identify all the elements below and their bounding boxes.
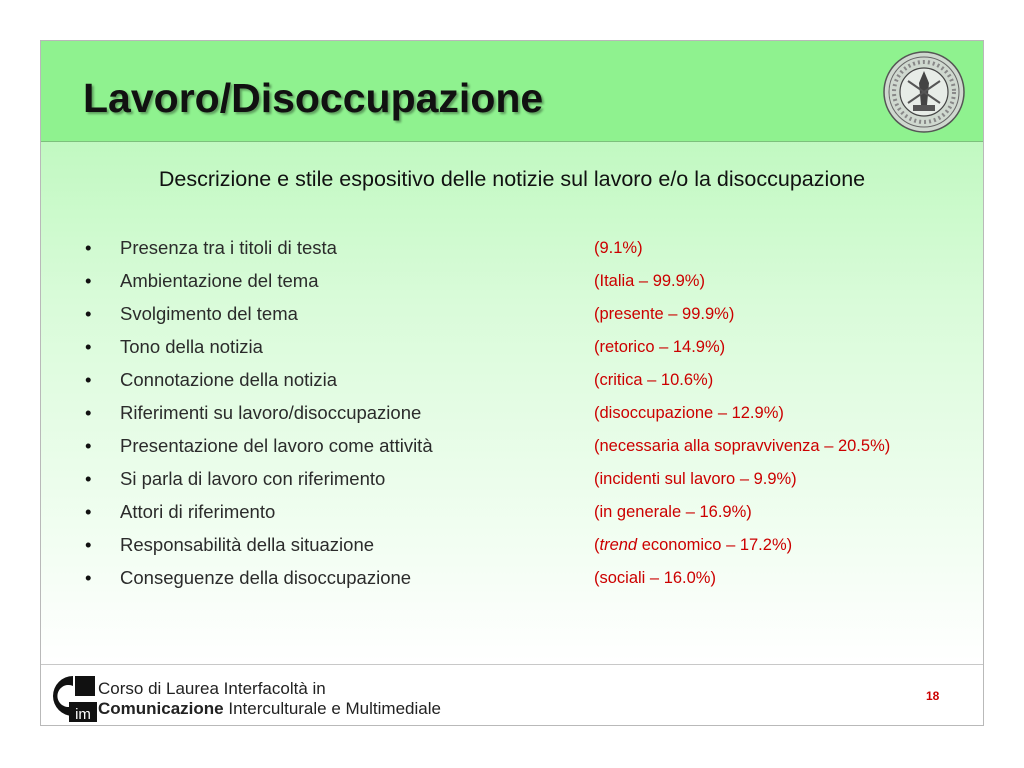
item-label: Tono della notizia (120, 336, 263, 357)
item-value: (critica – 10.6%) (594, 371, 714, 389)
item-value (594, 536, 792, 555)
slide (40, 40, 984, 726)
bullet-marker: • (85, 567, 92, 588)
list-item (41, 468, 983, 498)
bullet-marker: • (85, 303, 92, 324)
slide-footer (41, 664, 983, 726)
item-label: Presentazione del lavoro come attività (120, 435, 433, 456)
list-item (41, 270, 983, 300)
list-item (41, 501, 983, 531)
list-item (41, 237, 983, 267)
item-value: (sociali – 16.0%) (594, 569, 716, 587)
course-line-2-rest: Interculturale e Multimediale (223, 699, 441, 718)
bullet-marker: • (85, 468, 92, 489)
item-label: Attori di riferimento (120, 501, 276, 522)
value-prefix: ( (594, 536, 600, 554)
slide-title: Lavoro/Disoccupazione (83, 75, 544, 121)
bullet-marker: • (85, 402, 92, 423)
item-value: (incidenti sul lavoro – 9.9%) (594, 470, 797, 488)
item-label: Conseguenze della disoccupazione (120, 567, 412, 588)
item-value: (in generale – 16.9%) (594, 503, 752, 521)
bullet-marker: • (85, 435, 92, 456)
item-label: Presenza tra i titoli di testa (120, 237, 337, 258)
item-label: Responsabilità della situazione (120, 534, 375, 555)
cim-logo-icon (47, 672, 97, 722)
item-value: (presente – 99.9%) (594, 305, 735, 323)
list-item (41, 534, 983, 564)
bullet-marker: • (85, 270, 92, 291)
bullet-marker: • (85, 336, 92, 357)
bullet-marker: • (85, 237, 92, 258)
list-item (41, 435, 983, 465)
item-label: Riferimenti su lavoro/disoccupazione (120, 402, 422, 423)
course-line-2-bold: Comunicazione (98, 699, 224, 718)
item-value: (9.1%) (594, 239, 643, 257)
list-item (41, 303, 983, 333)
item-label: Connotazione della notizia (120, 369, 338, 390)
list-item (41, 369, 983, 399)
course-line-1: Corso di Laurea Interfacoltà in (98, 679, 326, 698)
item-value: (Italia – 99.9%) (594, 272, 705, 290)
item-value: (retorico – 14.9%) (594, 338, 726, 356)
item-label: Si parla di lavoro con riferimento (120, 468, 386, 489)
page-number: 18 (926, 689, 940, 703)
course-line-2 (98, 699, 441, 719)
logo-text: im (75, 706, 91, 722)
bullet-marker: • (85, 369, 92, 390)
item-label: Ambientazione del tema (120, 270, 319, 291)
slide-header (41, 41, 983, 142)
list-item (41, 336, 983, 366)
list-item (41, 402, 983, 432)
value-suffix: economico – 17.2%) (637, 536, 793, 554)
item-value: (disoccupazione – 12.9%) (594, 404, 784, 422)
bullet-marker: • (85, 534, 92, 555)
university-seal-icon (883, 51, 965, 133)
item-value: (necessaria alla sopravvivenza – 20.5%) (594, 437, 891, 455)
bullet-marker: • (85, 501, 92, 522)
value-italic: trend (599, 536, 638, 554)
item-label: Svolgimento del tema (120, 303, 298, 324)
slide-subtitle: Descrizione e stile espositivo delle notizie sul lavoro e/o la disoccupazione (158, 167, 866, 191)
list-item (41, 567, 983, 597)
